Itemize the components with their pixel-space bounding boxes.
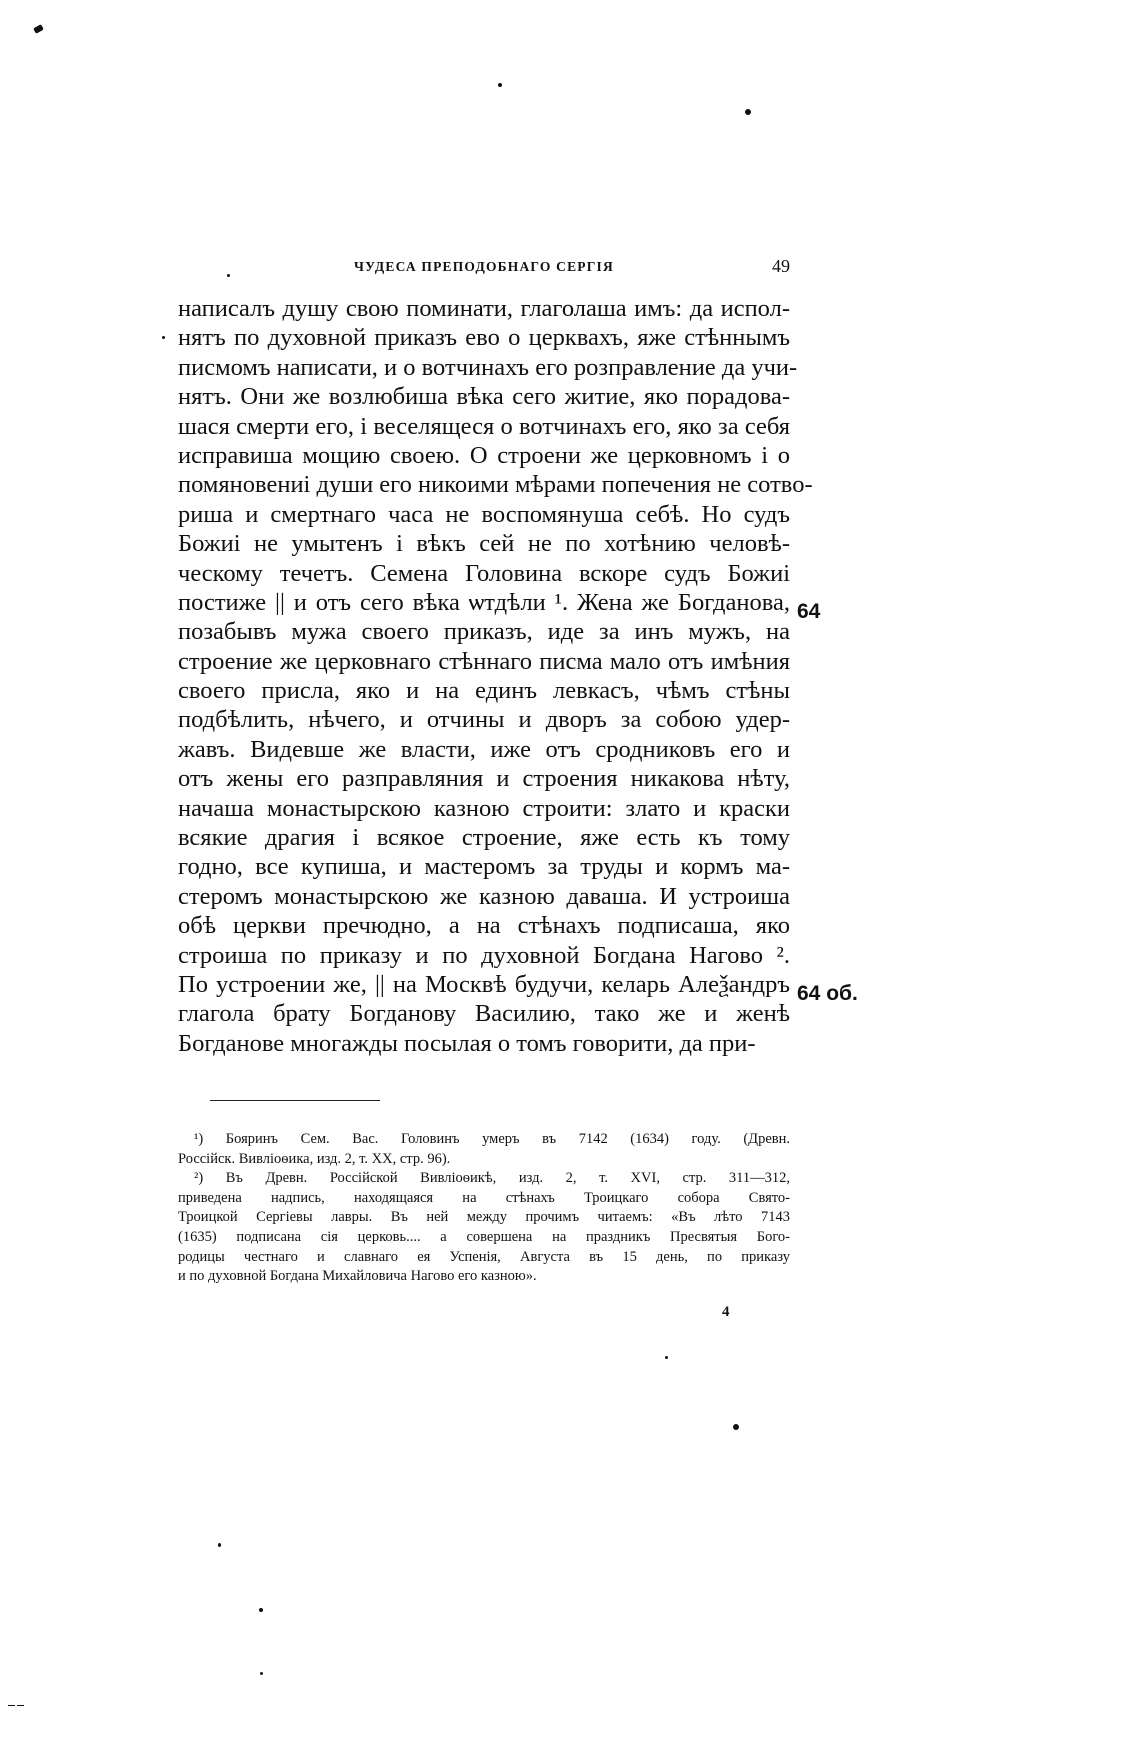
text-line: Божиі не умытенъ і вѣкъ сей не по хотѣнию человѣ- [178,530,790,558]
scan-speck [259,1608,263,1612]
scan-speck [218,1543,221,1547]
text-line: Богданове многажды посылая о томъ говорити, да при- [178,1029,756,1057]
footnote-line: ¹) Бояринъ Сем. Вас. Головинъ умеръ въ 7142 (1634) году. (Древн. [194,1131,790,1147]
scan-speck [733,1424,739,1430]
scan-speck [665,1356,668,1359]
footnote-line: и по духовной Богдана Михайловича Нагово его казною». [178,1268,537,1285]
text-line: годно, все купиша, и мастеромъ за труды и кормъ ма- [178,853,790,881]
footnote-line: приведена надпись, находящаяся на стѣнахъ Троицкаго собора Свято- [178,1189,790,1206]
scan-speck [498,83,502,87]
footnote-line: ²) Въ Древн. Россійской Вивліоѳикѣ, изд. 2, т. XVI, стр. 311—312, [194,1170,790,1187]
scan-speck [162,336,165,339]
text-line: обѣ церкви пречюдно, а на стѣнахъ подписаша, яко [178,912,790,940]
footnote-line: Троицкой Сергіевы лавры. Въ ней между прочимъ читаемъ: «Въ лѣто 7143 [178,1209,790,1226]
running-title: ЧУДЕСА ПРЕПОДОБНАГО СЕРГІЯ [354,259,614,274]
text-line: позабывъ мужа своего приказъ, иде за инъ мужъ, на [178,618,790,646]
text-line: подбѣлить, нѣчего, и отчины и дворъ за собою удер- [178,706,790,734]
text-line: шася смерти его, і веселящеся о вотчинахъ его, яко за себя [178,412,790,440]
footnote-line: Россійск. Вивліоѳика, изд. 2, т. XX, стр. 96). [178,1150,451,1167]
text-line: исправиша мощию своею. О строени же церковномъ і о [178,441,790,469]
text-line: нятъ по духовной приказъ ево о церквахъ, яже стѣннымъ [178,324,790,352]
text-line: помяновениі души его никоими мѣрами попечения не сотво- [178,471,813,499]
text-line: жавъ. Видевше же власти, иже отъ сродниковъ его и [178,735,790,763]
scan-speck [745,109,751,115]
footnote-line: родицы честнаго и славнаго ея Успенія, Августа въ 15 день, по приказу [178,1248,790,1265]
margin-folio-note: 64 об. [797,982,858,1005]
scan-speck [227,274,230,277]
text-line: строиша по приказу и по духовной Богдана Нагово ². [178,941,790,969]
signature-mark: 4 [722,1304,730,1320]
text-line: риша и смертнаго часа не воспомянуша себѣ. Но судъ [178,500,790,528]
footnote-separator [210,1100,380,1101]
footnotes [178,1130,790,1287]
running-head [178,256,790,287]
scan-speck [260,1672,263,1675]
text-line: строение же церковнаго стѣннаго писма мало отъ имѣния [178,647,790,675]
text-line: постиже || и отъ сего вѣка ѡтдѣли ¹. Жена же Богданова, [178,588,790,616]
scan-speck [33,24,44,34]
page-number: 49 [772,256,790,276]
text-line: По устроении же, || на Москвѣ будучи, келарь Алеѯандръ [178,970,790,998]
footnote-line: (1635) подписана сія церковь.... а совершена на праздникъ Пресвятыя Бого- [178,1228,790,1245]
text-line: глагола брату Богданову Василию, тако же и женѣ [178,1000,790,1028]
scan-speck [8,1705,15,1706]
margin-folio-note: 64 [797,600,821,623]
scan-speck [17,1705,24,1706]
text-line: писмомъ написати, и о вотчинахъ его розправление да учи- [178,353,798,381]
text-line: своего присла, яко и на единъ левкасъ, чѣмъ стѣны [178,677,790,705]
text-line: написалъ душу свою поминати, глаголаша имъ: да испол- [178,295,790,322]
text-line: всякие драгия і всякое строение, яже есть къ тому [178,824,790,852]
text-line: стеромъ монастырскою же казною даваша. И устроиша [178,882,790,910]
text-line: отъ жены его разправляния и строения никакова нѣту, [178,765,790,793]
text-line: ческому течетъ. Семена Головина вскоре судъ Божиі [178,559,790,587]
text-line: нятъ. Они же возлюбиша вѣка сего житие, яко порадова- [178,383,790,411]
text-line: начаша монастырскою казною строити: злато и краски [178,794,790,822]
